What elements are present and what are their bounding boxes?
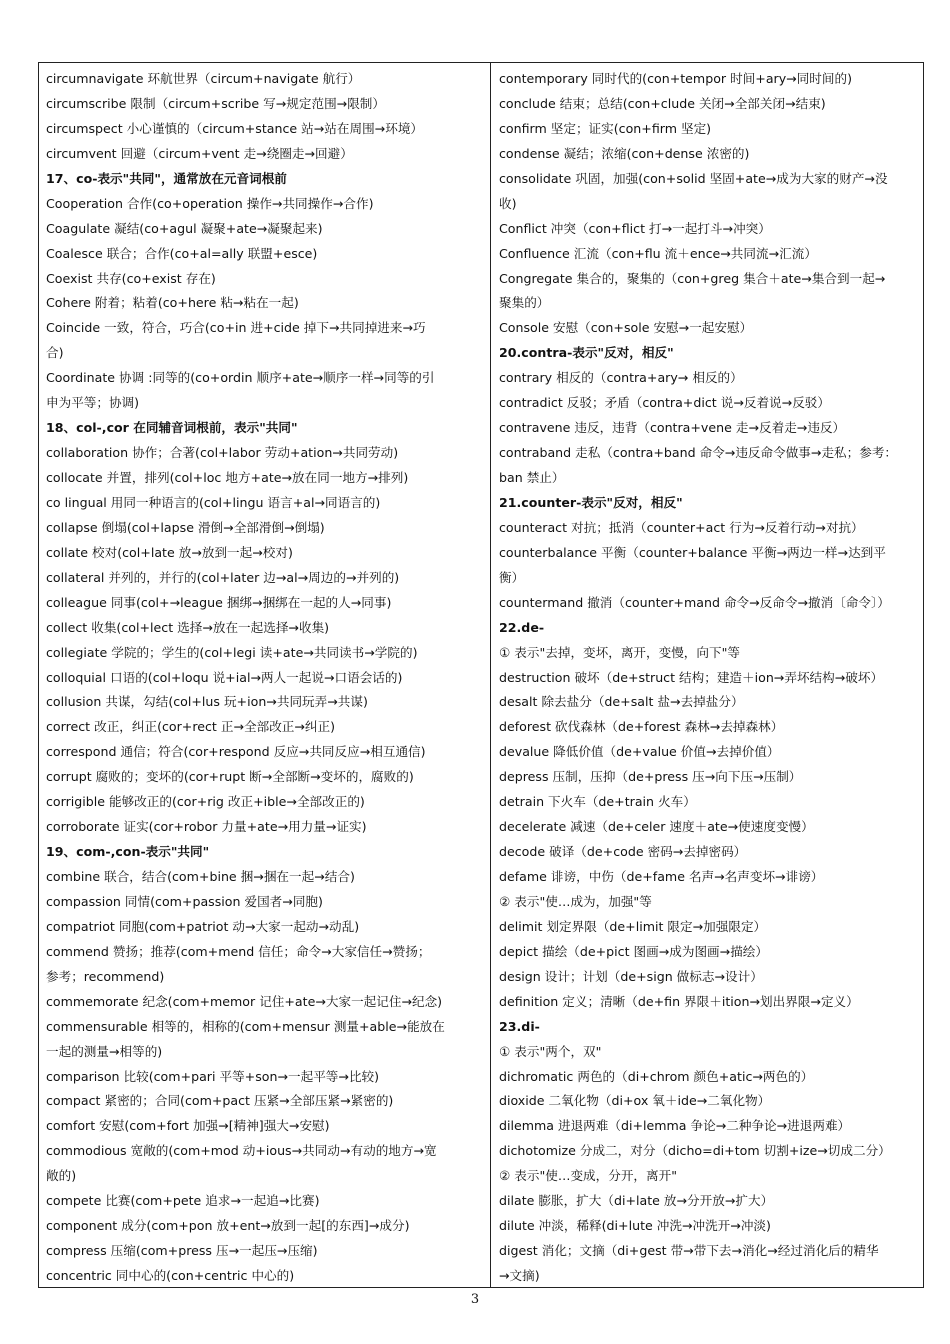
entry-line: collapse 倒塌(col+lapse 滑倒→全部滑倒→倒塌) — [46, 519, 325, 535]
entry-line: compact 紧密的；合同(com+pact 压紧→全部压紧→紧密的) — [46, 1093, 394, 1109]
entry-line: compassion 同情(com+passion 爱国者→同胞) — [46, 893, 323, 909]
section-heading: 17、co-表示"共同"，通常放在元音词根前 — [46, 170, 287, 186]
entry-line: counteract 对抗；抵消（counter+act 行为→反着行动→对抗） — [499, 519, 864, 535]
entry-line: →文摘) — [499, 1268, 540, 1283]
entry-line: colloquial 口语的(col+loqu 说+ial→两人一起说→口语会话的) — [46, 669, 403, 685]
entry-line: 申为平等；协调) — [46, 395, 140, 411]
entry-line: contemporary 同时代的(con+tempor 时间+ary→同时间的) — [499, 71, 853, 86]
entry-line: 衡） — [499, 569, 525, 585]
entry-line: dichromatic 两色的（di+chrom 颜色+atic→两色的） — [499, 1068, 814, 1084]
entry-line: depress 压制，压抑（de+press 压→向下压→压制） — [499, 769, 802, 785]
entry-line: corrupt 腐败的；变坏的(cor+rupt 断→全部断→变坏的，腐败的) — [46, 769, 414, 785]
entry-line: Congregate 集合的，聚集的（con+greg 集合＋ate→集合到一起→ — [499, 270, 886, 286]
entry-line: circumscribe 限制（circum+scribe 写→规定范围→限制） — [46, 95, 385, 111]
entry-line: component 成分(com+pon 放+ent→放到一起[的东西]→成分) — [46, 1218, 410, 1234]
entry-line: collateral 并列的，并行的(col+later 边→al→周边的→并列的) — [46, 569, 400, 585]
entry-line: 一起的测量→相等的) — [46, 1043, 163, 1059]
entry-line: circumnavigate 环航世界（circum+navigate 航行） — [46, 71, 361, 86]
entry-line: 聚集的） — [499, 295, 550, 311]
entry-line: decode 破译（de+code 密码→去掉密码） — [499, 844, 747, 860]
entry-line: collusion 共谋，勾结(col+lus 玩+ion→共同玩弄→共谋) — [46, 694, 368, 710]
entry-line: 收) — [499, 195, 517, 211]
entry-line: corrigible 能够改正的(cor+rig 改正+ible→全部改正的) — [46, 794, 365, 810]
entry-line: correct 改正，纠正(cor+rect 正→全部改正→纠正) — [46, 719, 336, 735]
entry-line: Coordinate 协调 :同等的(co+ordin 顺序+ate→顺序一样→同等的引 — [46, 370, 435, 386]
entry-line: counterbalance 平衡（counter+balance 平衡→两边一样→达到平 — [499, 544, 886, 560]
entry-line: contrary 相反的（contra+ary→ 相反的） — [499, 370, 743, 386]
entry-line: dilute 冲淡，稀释(di+lute 冲洗→冲洗开→冲淡) — [499, 1218, 771, 1234]
entry-line: countermand 撤消（counter+mand 命令→反命令→撤消〔命令〕） — [499, 594, 890, 610]
entry-line: commemorate 纪念(com+memor 记住+ate→大家一起记住→纪念) — [46, 993, 443, 1009]
section-heading: 18、col-,cor 在同辅音词根前，表示"共同" — [46, 420, 298, 436]
entry-line: consolidate 巩固，加强(con+solid 坚固+ate→成为大家的财产→没 — [499, 170, 888, 186]
entry-line: contraband 走私（contra+band 命令→违反命令做事→走私；参考： — [499, 445, 898, 461]
entry-line: concentric 同中心的(con+centric 中心的) — [46, 1268, 295, 1283]
entry-line: combine 联合，结合(com+bine 捆→捆在一起→结合) — [46, 869, 355, 884]
entry-line: 参考；recommend) — [46, 968, 165, 984]
entry-line: ban 禁止） — [499, 470, 565, 485]
entry-line: collegiate 学院的；学生的(col+legi 读+ate→共同读书→学院的) — [46, 644, 418, 660]
entry-line: Coagulate 凝结(co+agul 凝聚+ate→凝聚起来) — [46, 220, 323, 236]
page-number: 3 — [470, 1292, 480, 1307]
entry-line: 敞的) — [46, 1168, 77, 1184]
entry-line: Cohere 附着；粘着(co+here 粘→粘在一起) — [46, 295, 299, 311]
entry-line: ② 表示"使…变成，分开，离开" — [499, 1168, 678, 1184]
entry-line: compress 压缩(com+press 压→一起压→压缩) — [46, 1243, 318, 1259]
entry-line: dioxide 二氧化物（di+ox 氧＋ide→二氧化物） — [499, 1093, 771, 1109]
entry-line: Coalesce 联合；合作(co+al=ally 联盟+esce) — [46, 245, 318, 261]
entry-line: contravene 违反，违背（contra+vene 走→反着走→违反） — [499, 420, 846, 436]
entry-line: circumspect 小心谨慎的（circum+stance 站→站在周围→环境） — [46, 120, 424, 136]
entry-line: decelerate 减速（de+celer 速度＋ate→使速度变慢） — [499, 819, 814, 835]
section-heading: 21.counter-表示"反对，相反" — [499, 494, 683, 510]
entry-line: co lingual 用同一种语言的(col+lingu 语言+al→同语言的) — [46, 494, 381, 510]
entry-line: devalue 降低价值（de+value 价值→去掉价值） — [499, 744, 780, 760]
entry-line: 合) — [46, 345, 64, 361]
entry-line: desalt 除去盐分（de+salt 盐→去掉盐分） — [499, 694, 744, 710]
entry-line: dilate 膨胀，扩大（di+late 放→分开放→扩大） — [499, 1193, 774, 1209]
entry-line: contradict 反驳；矛盾（contra+dict 说→反着说→反驳） — [499, 395, 830, 411]
entry-line: corroborate 证实(cor+robor 力量+ate→用力量→证实) — [46, 819, 367, 835]
entry-line: confirm 坚定；证实(con+firm 坚定) — [499, 120, 712, 136]
section-heading: 23.di- — [499, 1018, 540, 1034]
entry-line: Conflict 冲突（con+flict 打→一起打斗→冲突） — [499, 220, 771, 236]
entry-line: delimit 划定界限（de+limit 限定→加强限定） — [499, 918, 767, 934]
entry-line: dichotomize 分成二，对分（dicho=di+tom 切割+ize→切成二分） — [499, 1143, 891, 1159]
entry-line: compatriot 同胞(com+patriot 动→大家一起动→动乱) — [46, 918, 360, 934]
entry-line: commodious 宽敞的(com+mod 动+ious→共同动→有动的地方→宽 — [46, 1143, 437, 1159]
entry-line: ① 表示"两个，双" — [499, 1043, 602, 1059]
entry-line: commend 赞扬；推荐(com+mend 信任；命令→大家信任→赞扬； — [46, 943, 431, 959]
entry-line: definition 定义；清晰（de+fin 界限＋ition→划出界限→定义） — [499, 993, 859, 1009]
entry-line: dilemma 进退两难（di+lemma 争论→二种争论→进退两难） — [499, 1118, 851, 1134]
entry-line: comparison 比较(com+pari 平等+son→一起平等→比较) — [46, 1068, 380, 1084]
entry-line: depict 描绘（de+pict 图画→成为图画→描绘） — [499, 943, 768, 959]
entry-line: colleague 同事(col+→league 捆绑→捆绑在一起的人→同事) — [46, 594, 392, 610]
entry-line: collocate 并置，排列(col+loc 地方+ate→放在同一地方→排列) — [46, 470, 409, 485]
entry-line: Coexist 共存(co+exist 存在) — [46, 270, 216, 286]
entry-line: defame 诽谤，中伤（de+fame 名声→名声变坏→诽谤） — [499, 869, 824, 884]
entry-line: Confluence 汇流（con+flu 流＋ence→共同流→汇流） — [499, 245, 817, 261]
entry-line: detrain 下火车（de+train 火车） — [499, 794, 696, 810]
section-heading: 19、com-,con-表示"共同" — [46, 844, 210, 860]
entry-line: digest 消化；文摘（di+gest 带→带下去→消化→经过消化后的精华 — [499, 1243, 879, 1259]
entry-line: correspond 通信；符合(cor+respond 反应→共同反应→相互通信) — [46, 744, 426, 760]
entry-line: collect 收集(col+lect 选择→放在一起选择→收集) — [46, 619, 330, 635]
entry-line: destruction 破坏（de+struct 结构；建造＋ion→弄坏结构→破坏） — [499, 669, 884, 685]
entry-line: design 设计；计划（de+sign 做标志→设计） — [499, 968, 763, 984]
entry-line: Cooperation 合作(co+operation 操作→共同操作→合作) — [46, 195, 374, 211]
entry-line: Console 安慰（con+sole 安慰→一起安慰） — [499, 320, 753, 336]
entry-line: Coincide 一致，符合，巧合(co+in 进+cide 掉下→共同掉进来→巧 — [46, 320, 426, 336]
column-divider — [490, 62, 491, 1288]
right-column — [499, 67, 919, 1289]
entry-line: circumvent 回避（circum+vent 走→绕圈走→回避） — [46, 145, 353, 161]
entry-line: comfort 安慰(com+fort 加强→[精神]强大→安慰) — [46, 1118, 330, 1134]
entry-line: ① 表示"去掉，变坏，离开，变慢，向下"等 — [499, 644, 740, 660]
section-heading: 20.contra-表示"反对，相反" — [499, 345, 674, 361]
entry-line: collate 校对(col+late 放→放到一起→校对) — [46, 544, 293, 560]
left-column — [46, 67, 478, 1289]
entry-line: commensurable 相等的，相称的(com+mensur 测量+able→能放在 — [46, 1018, 445, 1034]
entry-line: ② 表示"使…成为，加强"等 — [499, 893, 652, 909]
entry-line: deforest 砍伐森林（de+forest 森林→去掉森林） — [499, 719, 784, 735]
entry-line: collaboration 协作；合著(col+labor 劳动+ation→共同劳动) — [46, 445, 399, 461]
entry-line: condense 凝结；浓缩(con+dense 浓密的) — [499, 145, 750, 161]
section-heading: 22.de- — [499, 619, 545, 635]
entry-line: conclude 结束；总结(con+clude 关闭→全部关闭→结束) — [499, 95, 826, 111]
entry-line: compete 比赛(com+pete 追求→一起追→比赛) — [46, 1193, 320, 1209]
